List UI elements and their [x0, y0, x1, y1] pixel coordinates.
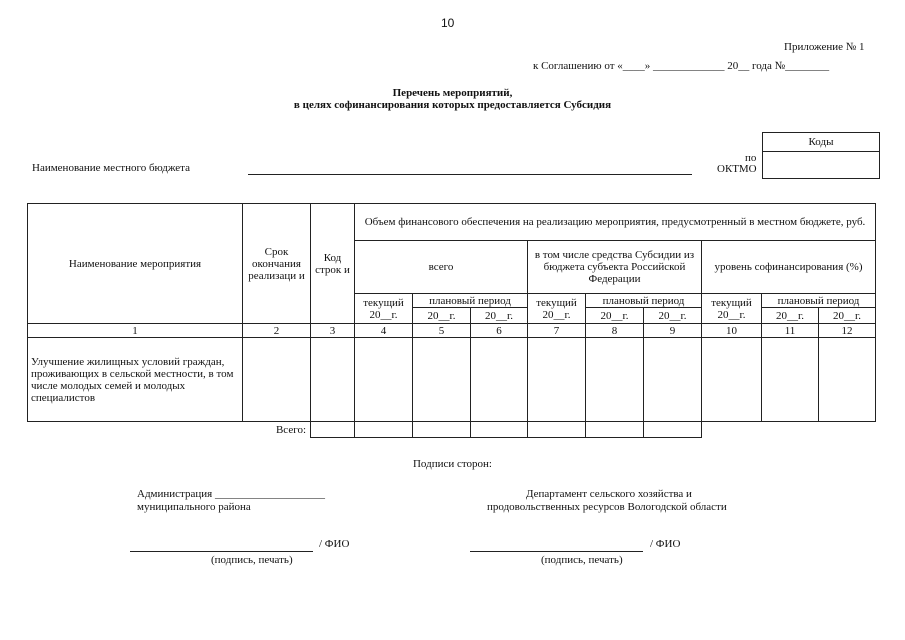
- left-org: Администрация ____________________: [137, 488, 325, 500]
- column-numbers-row: [28, 324, 876, 338]
- current-label: текущий: [536, 296, 577, 309]
- events-table: [27, 203, 876, 438]
- current-year-header: текущий 20__г.: [355, 294, 413, 324]
- planned-period-header: плановый период: [586, 294, 702, 308]
- right-org-2: продовольственных ресурсов Вологодской области: [487, 501, 727, 513]
- planned-period-header: плановый период: [413, 294, 528, 308]
- total-row: [28, 422, 876, 438]
- annex-label: Приложение № 1: [784, 41, 865, 53]
- right-fio: / ФИО: [650, 538, 681, 550]
- total-cell: [644, 422, 702, 438]
- col-code-header: Код строк и: [311, 204, 355, 324]
- col-event-header: Наименование мероприятия: [28, 204, 243, 324]
- current-label: текущий: [711, 296, 752, 309]
- column-number: 11: [762, 324, 819, 338]
- col-volume-header: Объем финансового обеспечения на реализацию мероприятия, предусмотренный в местном бюджете, руб.: [355, 204, 876, 241]
- data-cell: [644, 338, 702, 422]
- total-cell: [471, 422, 528, 438]
- oktmo-code-cell: [763, 152, 880, 179]
- total-cell: [413, 422, 471, 438]
- oktmo-label: ОКТМО: [717, 163, 757, 175]
- title-line-2: в целях софинансирования которых предоставляется Субсидия: [293, 99, 612, 111]
- column-number: 9: [644, 324, 702, 338]
- budget-name-line: [248, 174, 692, 175]
- planned-year-cell: 20__г.: [819, 308, 876, 324]
- column-number: 12: [819, 324, 876, 338]
- data-cell: [311, 338, 355, 422]
- column-number: 6: [471, 324, 528, 338]
- total-cell: [311, 422, 355, 438]
- data-cell: [586, 338, 644, 422]
- page-number: 10: [441, 16, 455, 30]
- current-year-header: текущий 20__г.: [528, 294, 586, 324]
- table-row: [28, 338, 876, 422]
- data-cell: [819, 338, 876, 422]
- group-subsidy-header: в том числе средства Субсидии из бюджета субъекта Российской Федерации: [528, 241, 702, 294]
- column-number: 5: [413, 324, 471, 338]
- agreement-line: к Соглашению от «____» _____________ 20__ года №________: [533, 60, 830, 72]
- planned-year-cell: 20__г.: [644, 308, 702, 324]
- current-label: текущий: [363, 296, 404, 309]
- left-caption: (подпись, печать): [211, 554, 293, 566]
- signatures-heading: Подписи сторон:: [412, 458, 492, 470]
- left-signature-line: [130, 551, 313, 552]
- data-cell: [471, 338, 528, 422]
- group-total-header: всего: [355, 241, 528, 294]
- po-label: по: [745, 152, 757, 164]
- data-cell: [355, 338, 413, 422]
- data-cell: [413, 338, 471, 422]
- column-number: 4: [355, 324, 413, 338]
- current-year-header: текущий 20__г.: [702, 294, 762, 324]
- left-fio: / ФИО: [319, 538, 350, 550]
- data-cell: [702, 338, 762, 422]
- column-number: 10: [702, 324, 762, 338]
- total-cell: [528, 422, 586, 438]
- title-line-1: Перечень мероприятий,: [392, 87, 513, 99]
- left-org-2: муниципального района: [137, 501, 251, 513]
- right-signature-line: [470, 551, 643, 552]
- total-cell: [586, 422, 644, 438]
- column-number: 7: [528, 324, 586, 338]
- right-org: Департамент сельского хозяйства и: [526, 488, 692, 500]
- total-cell: [355, 422, 413, 438]
- column-number: 2: [243, 324, 311, 338]
- data-cell: [762, 338, 819, 422]
- total-label: Всего:: [275, 423, 306, 436]
- col-term-header: Срок окончания реализаци и: [243, 204, 311, 324]
- event-name-cell: Улучшение жилищных условий граждан, проживающих в сельской местности, в том числе молодых семей и молодых специалистов: [28, 338, 243, 422]
- planned-year-cell: 20__г.: [586, 308, 644, 324]
- column-number: 1: [28, 324, 243, 338]
- planned-period-header: плановый период: [762, 294, 876, 308]
- right-caption: (подпись, печать): [541, 554, 623, 566]
- column-number: 3: [311, 324, 355, 338]
- planned-year-cell: 20__г.: [471, 308, 528, 324]
- planned-year-cell: 20__г.: [413, 308, 471, 324]
- column-number: 8: [586, 324, 644, 338]
- data-cell: [243, 338, 311, 422]
- planned-year-cell: 20__г.: [762, 308, 819, 324]
- data-cell: [528, 338, 586, 422]
- budget-label: Наименование местного бюджета: [32, 162, 190, 174]
- codes-header: Коды: [763, 133, 880, 152]
- codes-table: [762, 132, 880, 179]
- group-level-header: уровень софинансирования (%): [702, 241, 876, 294]
